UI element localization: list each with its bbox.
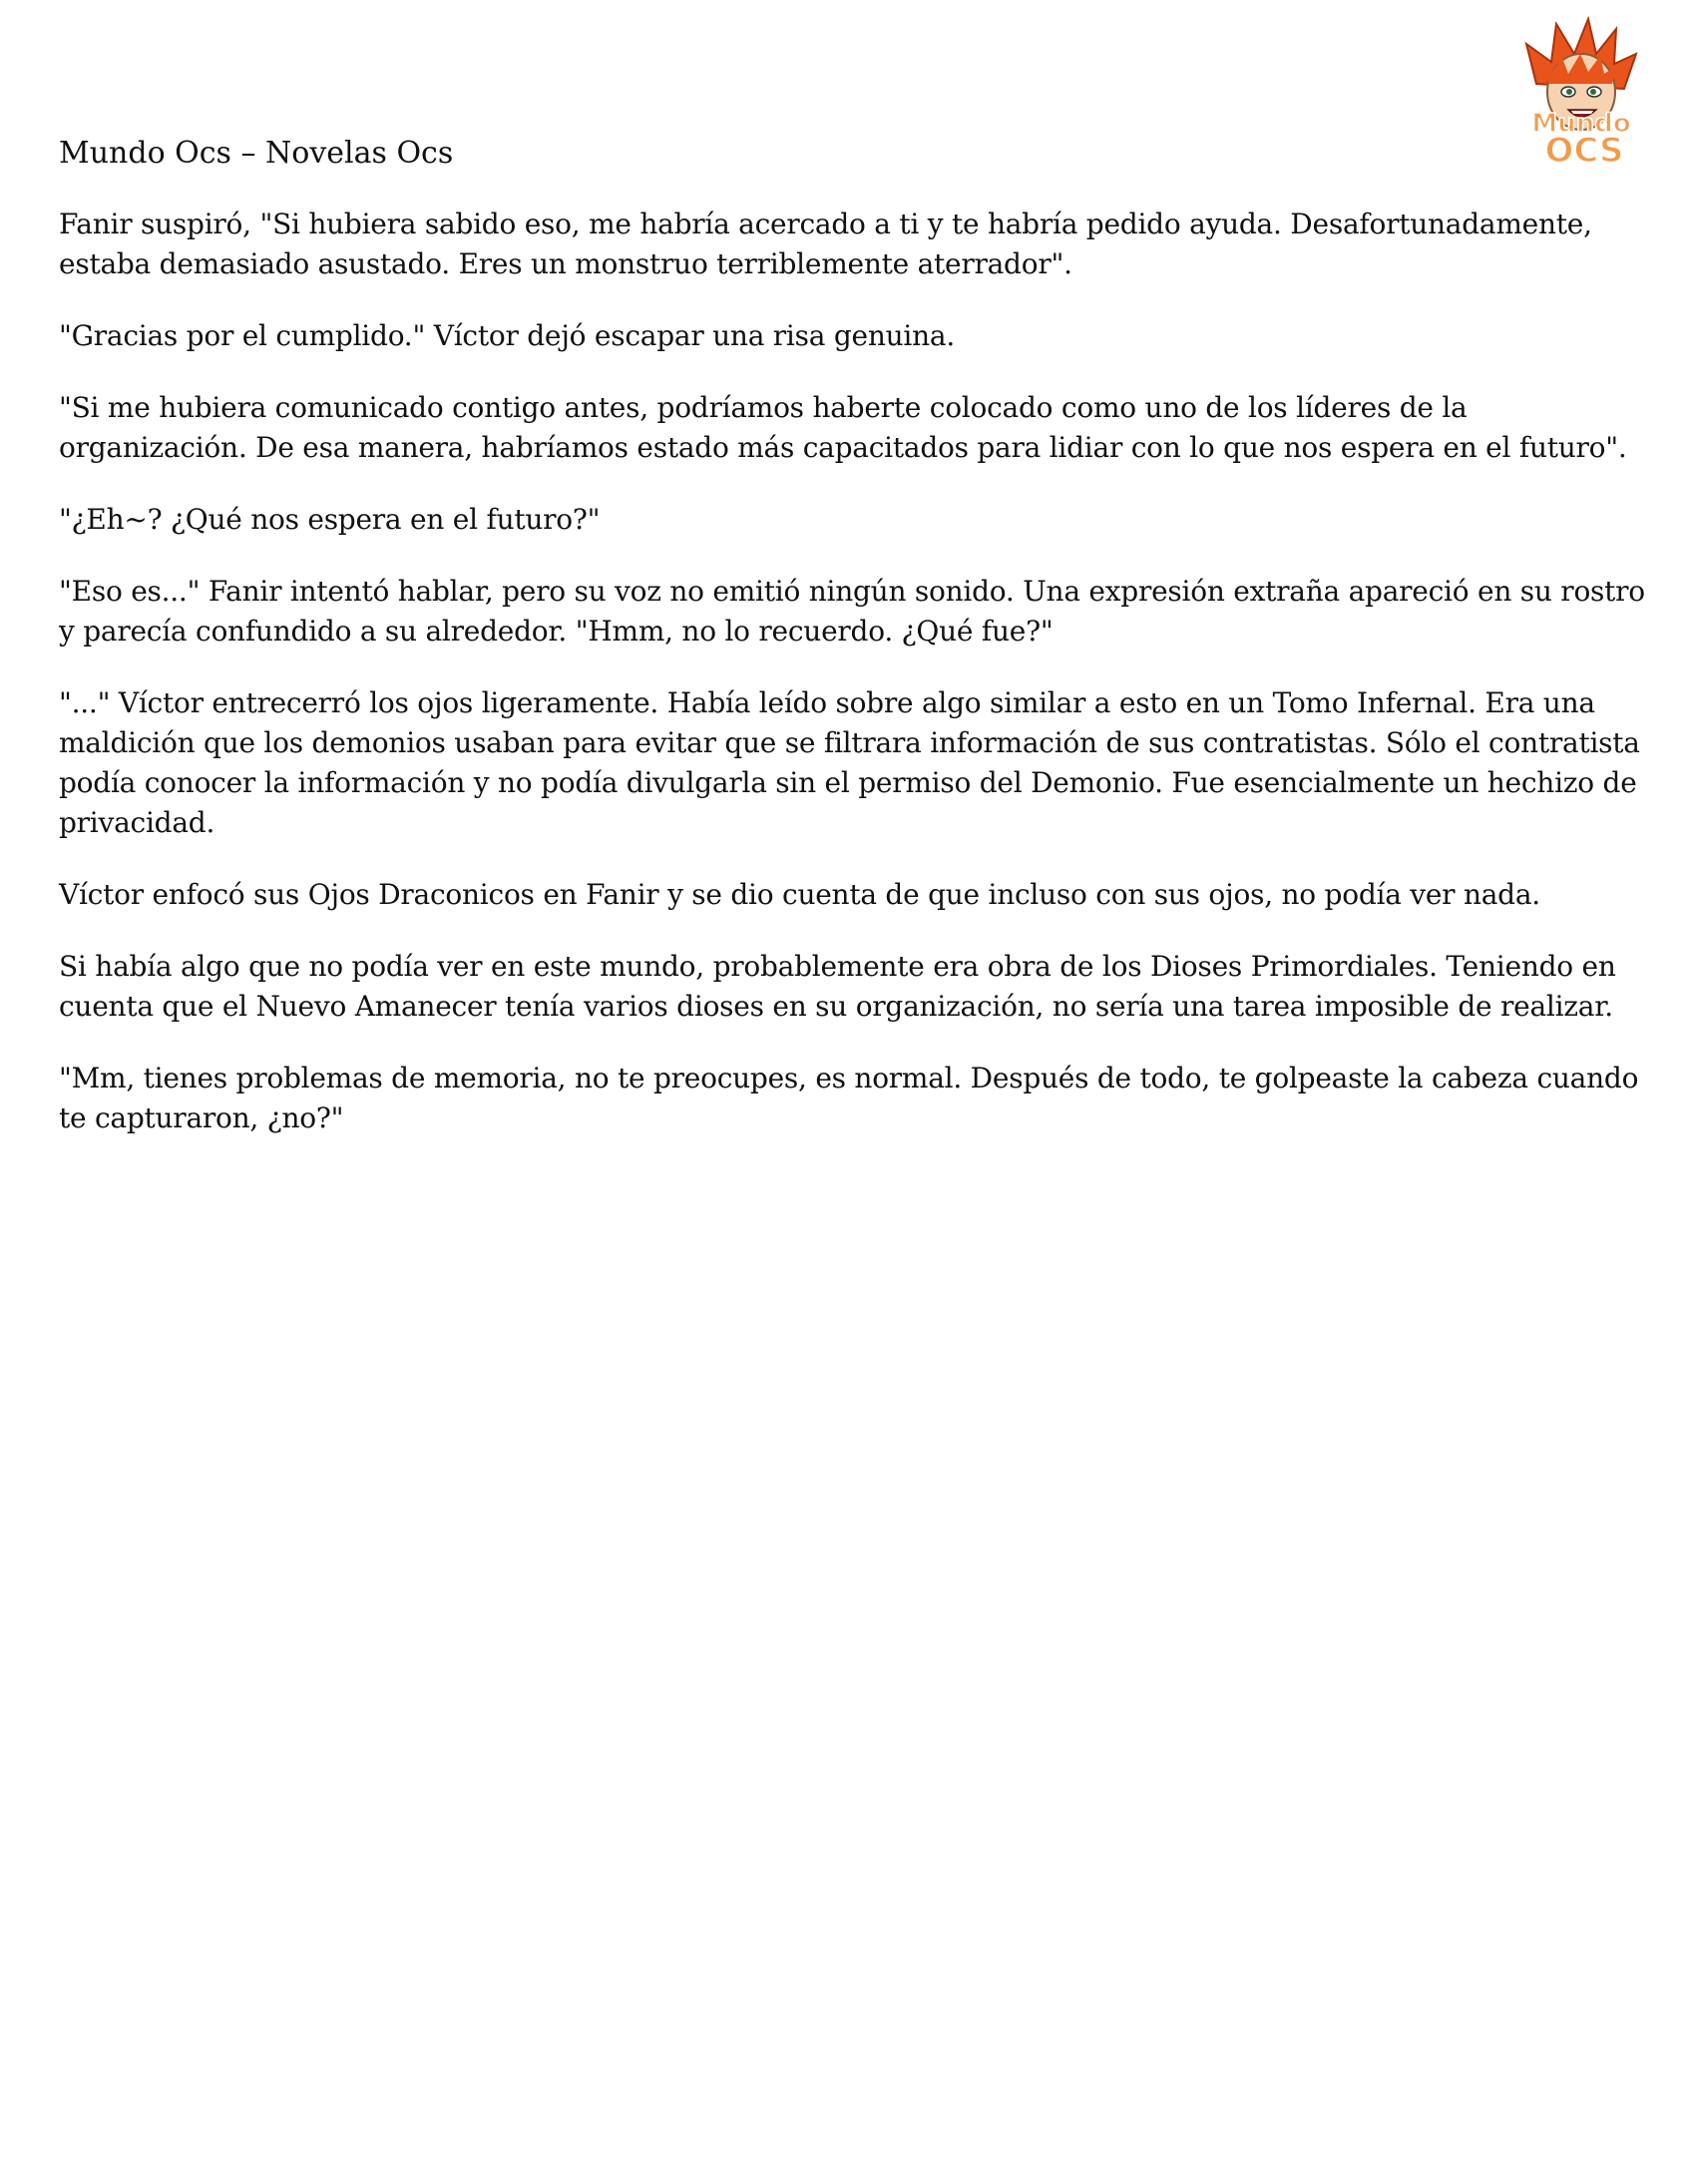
paragraph: "Eso es..." Fanir intentó hablar, pero su voz no emitió ningún sonido. Una expresión extraña apareció en su rostro y parecía confundido a su alrededor. "Hmm, no lo recuerdo. ¿Qué fue?"	[59, 575, 1645, 648]
logo-illustration	[1496, 14, 1666, 174]
paragraph: Si había algo que no podía ver en este mundo, probablemente era obra de los Dioses Primordiales. Teniendo en cuenta que el Nuevo Amanecer tenía varios dioses en su organización, no sería una tarea imposible de realizar.	[59, 950, 1616, 1023]
paragraph: "Gracias por el cumplido." Víctor dejó escapar una risa genuina.	[59, 319, 955, 352]
paragraph: "¿Eh~? ¿Qué nos espera en el futuro?"	[59, 503, 601, 536]
paragraph: Víctor enfocó sus Ojos Draconicos en Fanir y se dio cuenta de que incluso con sus ojos, no podía ver nada.	[59, 878, 1540, 911]
paragraph: Fanir suspiró, "Si hubiera sabido eso, me habría acercado a ti y te habría pedido ayuda. Desafortunadamente, estaba demasiado asustado. Eres un monstruo terriblemente aterrador".	[59, 208, 1592, 280]
page-header: Mundo Ocs – Novelas Ocs	[59, 136, 454, 171]
story-text	[59, 205, 1655, 1170]
paragraph: "Si me hubiera comunicado contigo antes, podríamos haberte colocado como uno de los líderes de la organización. De esa manera, habríamos estado más capacitados para lidiar con lo que nos espera en el futuro".	[59, 391, 1627, 464]
paragraph: "..." Víctor entrecerró los ojos ligeramente. Había leído sobre algo similar a esto en un Tomo Infernal. Era una maldición que los demonios usaban para evitar que se filtrara información de sus contratistas. Sólo el contratista podía conocer la información y no podía divulgarla sin el permiso del Demonio. Fue esencialmente un hechizo de privacidad.	[59, 686, 1640, 839]
logo-text-mundo: Mundo	[1531, 109, 1631, 139]
paragraph: "Mm, tienes problemas de memoria, no te preocupes, es normal. Después de todo, te golpeaste la cabeza cuando te capturaron, ¿no?"	[59, 1062, 1639, 1134]
mundo-ocs-logo	[1496, 14, 1666, 174]
logo-text-ocs: OCS	[1544, 131, 1624, 171]
